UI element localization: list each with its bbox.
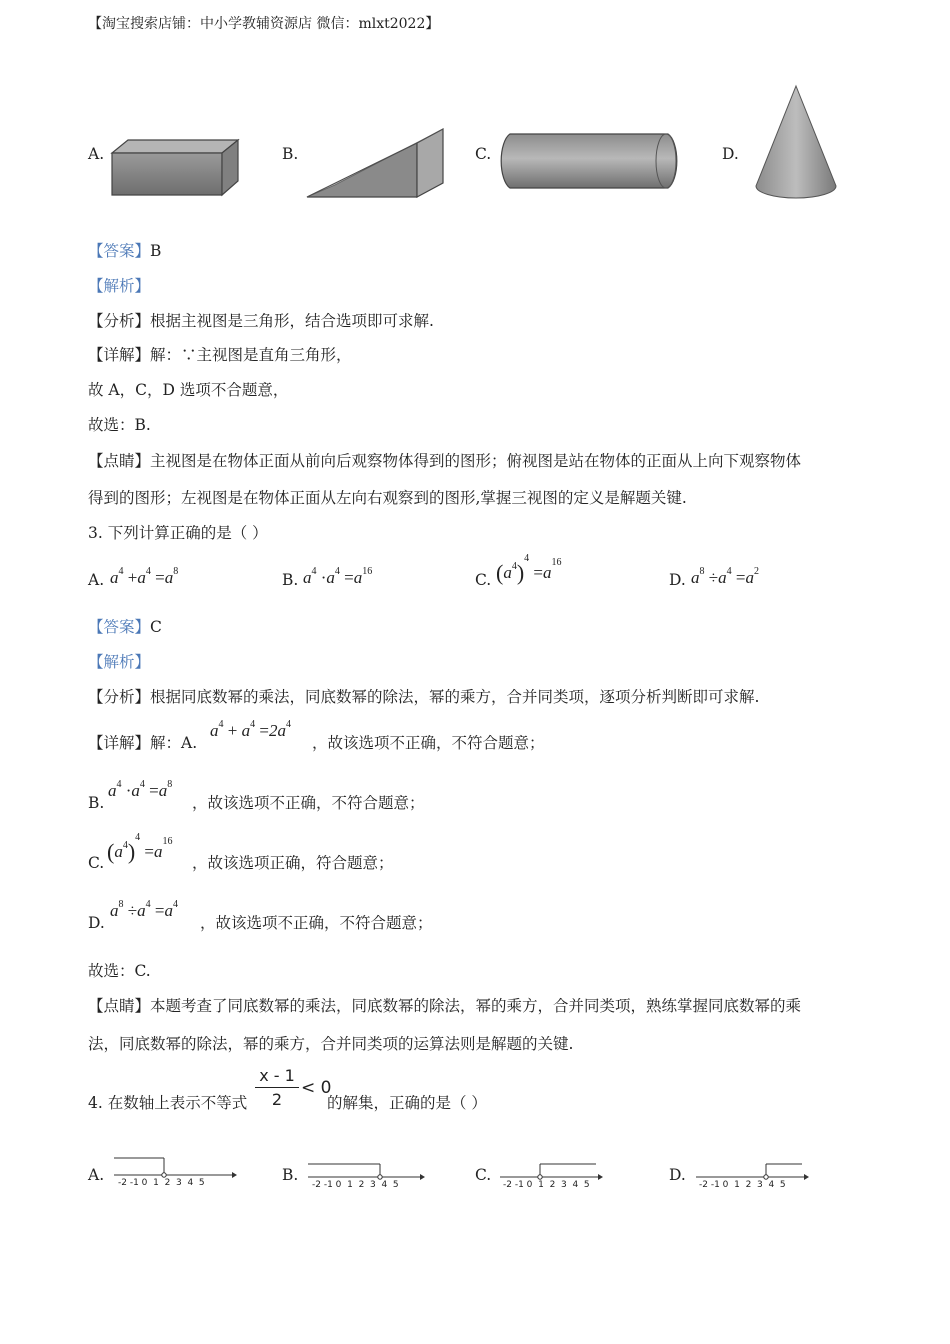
question-4-stem-post: 的解集，正确的是（ ） — [327, 1094, 487, 1112]
question-3-stem: 3. 下列计算正确的是（ ） — [88, 524, 268, 542]
analysis-tag: 【解析】 — [88, 653, 151, 671]
q3-option-c-formula: $(a^4)^4 =a^{16}$ — [496, 553, 562, 585]
q3-option-a-formula: $a^4 +a^4 =a^8$ — [110, 566, 179, 587]
answer-tag: 【答案】 — [88, 618, 151, 636]
xiangjie-c-label: C. — [88, 854, 105, 872]
number-line-d-ticks: -2 -1 0 1 2 3 4 5 — [699, 1180, 786, 1190]
analysis-tag: 【解析】 — [88, 277, 151, 295]
answer-tag: 【答案】 — [88, 242, 151, 260]
q2-option-a-label: A. — [88, 145, 105, 163]
q2-option-b-label: B. — [282, 145, 299, 163]
xiangjie-b-text: ，故该选项不正确，不符合题意； — [192, 794, 425, 812]
choice-line: 故选：C. — [88, 962, 151, 980]
dianjing-text-cont: 法，同底数幂的除法，幂的乘方，合并同类项的运算法则是解题的关键. — [88, 1035, 574, 1053]
header-note: 【淘宝搜索店铺：中小学教辅资源店 微信：mlxt2022】 — [88, 16, 440, 32]
answer-value: C — [150, 618, 162, 636]
dianjing-text: 本题考查了同底数幂的乘法，同底数幂的除法，幂的乘方，合并同类项，熟练掌握同底数幂的乘 — [150, 997, 802, 1015]
cone-icon — [752, 84, 840, 202]
dianjing-tag: 【点睛】 — [88, 997, 151, 1015]
q3-option-c-label: C. — [475, 571, 492, 589]
xiangjie-tag: 【详解】 — [88, 734, 151, 752]
number-line-a — [112, 1156, 237, 1194]
xiangjie-d-formula: $a^8 \div a^4 =a^4$ — [110, 899, 178, 920]
xiangjie-a-text: ，故该选项不正确，不符合题意； — [312, 734, 545, 752]
choice-line: 故选：B. — [88, 416, 151, 434]
xiangjie-c-text: ，故该选项正确，符合题意； — [192, 854, 394, 872]
xiangjie-a-formula: $a^4 + a^4 =2a^4$ — [210, 719, 291, 740]
dianjing-text-cont: 得到的图形；左视图是在物体正面从左向右观察到的图形,掌握三视图的定义是解题关键. — [88, 489, 687, 507]
fraction-denominator: 2 — [271, 1090, 283, 1109]
fenxi-tag: 【分析】 — [88, 312, 151, 330]
xiangjie-d-text: ，故该选项不正确，不符合题意； — [200, 914, 433, 932]
fraction — [255, 1066, 299, 1109]
q4-option-d-label: D. — [669, 1166, 686, 1184]
cuboid-icon — [110, 135, 240, 200]
question-4-stem-pre: 4. 在数轴上表示不等式 — [88, 1094, 248, 1112]
xiangjie-prefix: 解：A. — [150, 734, 198, 752]
triangular-prism-icon — [305, 125, 450, 205]
q3-option-d-label: D. — [669, 571, 686, 589]
xiangjie-text: 解：∵主视图是直角三角形， — [150, 346, 352, 364]
xiangjie-c-formula: $(a^4)^4 =a^{16}$ — [107, 832, 173, 864]
solution-line: 故 A，C，D 选项不合题意， — [88, 381, 289, 399]
number-line-b-ticks: -2 -1 0 1 2 3 4 5 — [312, 1180, 399, 1190]
q4-option-b-label: B. — [282, 1166, 299, 1184]
fenxi-tag: 【分析】 — [88, 688, 151, 706]
q3-option-a-label: A. — [88, 571, 105, 589]
dianjing-tag: 【点睛】 — [88, 452, 151, 470]
q2-option-c-label: C. — [475, 145, 492, 163]
fraction-numerator: x - 1 — [259, 1066, 295, 1085]
q3-option-b-formula: $a^4 \cdot a^4 =a^{16}$ — [303, 566, 373, 587]
fenxi-text: 根据同底数幂的乘法，同底数幂的除法，幂的乘方，合并同类项，逐项分析判断即可求解. — [150, 688, 760, 706]
q4-option-c-label: C. — [475, 1166, 492, 1184]
cylinder-icon — [498, 130, 683, 192]
xiangjie-b-label: B. — [88, 794, 105, 812]
answer-value: B — [150, 242, 162, 260]
inequality-relation: < 0 — [301, 1078, 332, 1098]
xiangjie-tag: 【详解】 — [88, 346, 151, 364]
q4-option-a-label: A. — [88, 1166, 105, 1184]
number-line-c-ticks: -2 -1 0 1 2 3 4 5 — [503, 1180, 590, 1190]
q3-option-d-formula: $a^8 \div a^4 =a^2$ — [691, 566, 759, 587]
q2-option-d-label: D. — [722, 145, 739, 163]
xiangjie-d-label: D. — [88, 914, 105, 932]
fenxi-text: 根据主视图是三角形，结合选项即可求解. — [150, 312, 434, 330]
number-line-a-ticks: -2 -1 0 1 2 3 4 5 — [118, 1178, 205, 1188]
dianjing-text: 主视图是在物体正面从前向后观察物体得到的图形；俯视图是站在物体的正面从上向下观察物体 — [150, 452, 802, 470]
q3-option-b-label: B. — [282, 571, 299, 589]
xiangjie-b-formula: $a^4 \cdot a^4 =a^8$ — [108, 779, 173, 800]
